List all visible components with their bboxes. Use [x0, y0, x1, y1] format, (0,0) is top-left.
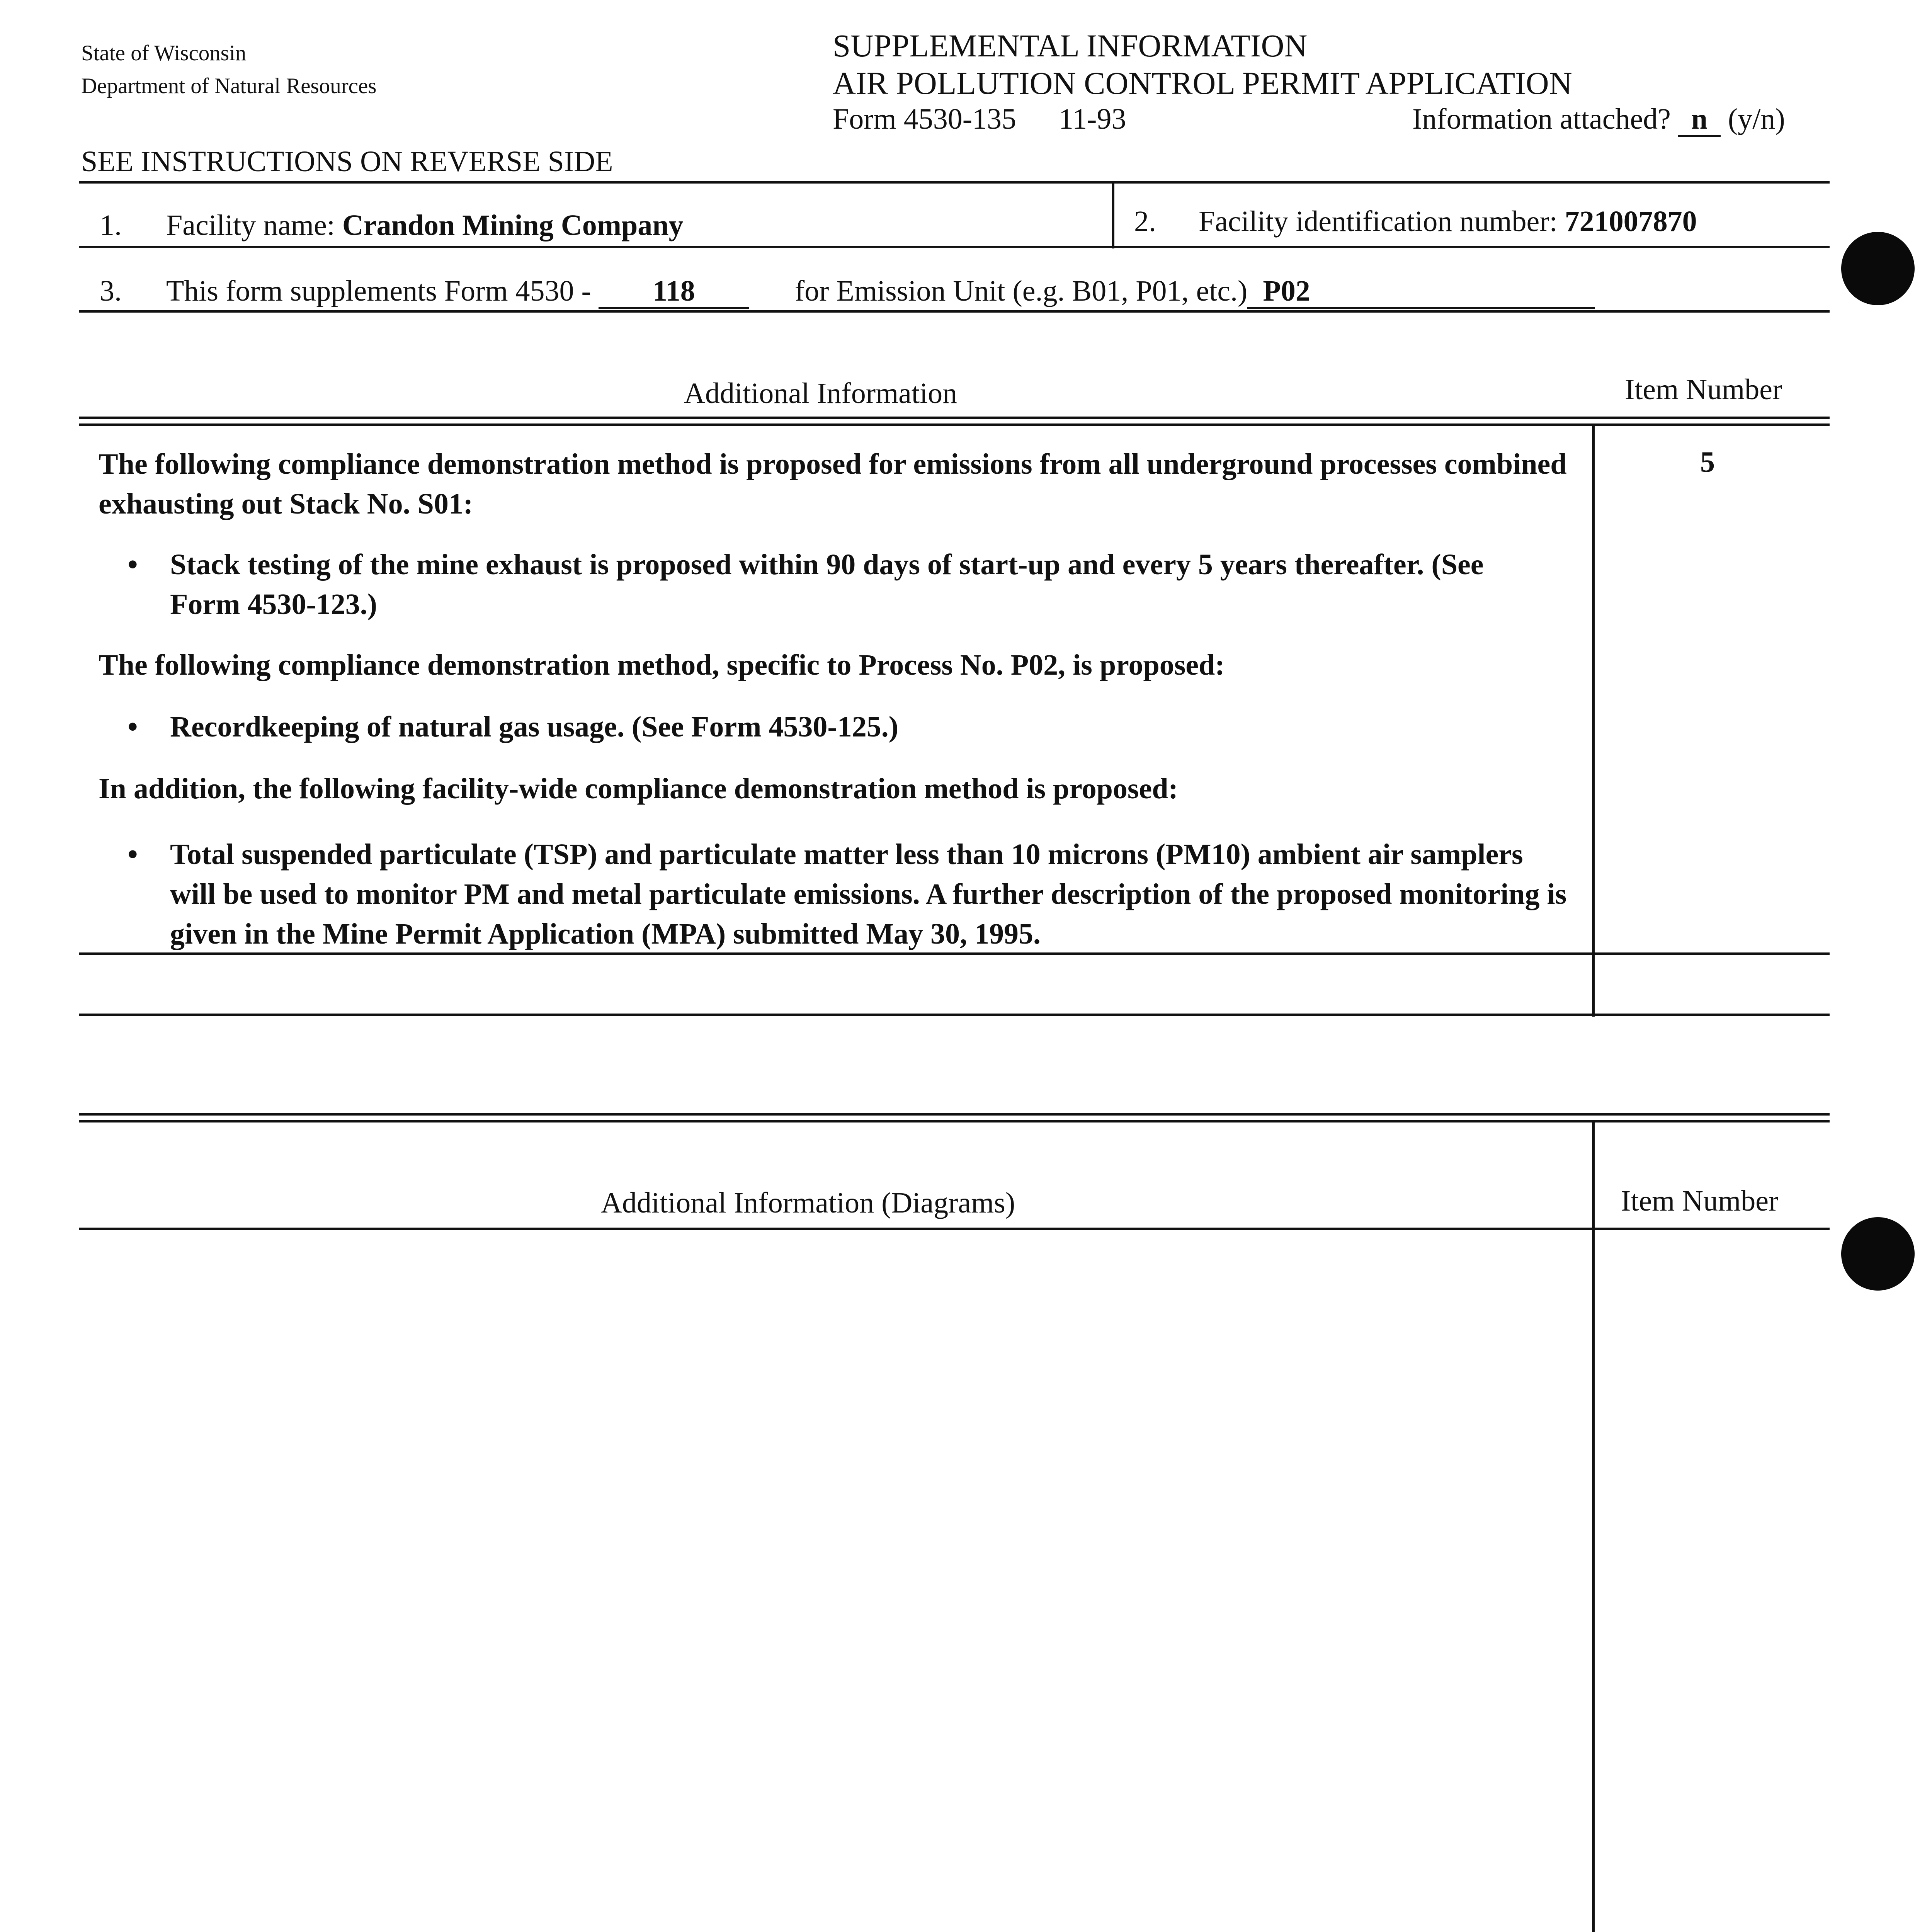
info-header-rule-2: [79, 423, 1830, 426]
facility-id-value[interactable]: 721007870: [1565, 205, 1697, 238]
diagrams-item-number-header: Item Number: [1621, 1185, 1779, 1217]
instructions-note: SEE INSTRUCTIONS ON REVERSE SIDE: [81, 145, 613, 178]
supplements-label: This form supplements Form 4530 -: [166, 275, 591, 307]
facility-name-field: 1. Facility name: Crandon Mining Company: [100, 209, 684, 242]
emission-unit-value[interactable]: P02: [1247, 275, 1595, 309]
item-column-divider: [1592, 423, 1595, 1017]
field-bottom-rule: [79, 310, 1830, 313]
bullet-3-dot: •: [128, 838, 138, 871]
form-title-line1: SUPPLEMENTAL INFORMATION: [833, 28, 1308, 63]
punch-hole-middle: [1841, 1217, 1915, 1291]
info-attached-suffix: (y/n): [1728, 103, 1785, 135]
diagrams-header: Additional Information (Diagrams): [601, 1187, 1015, 1219]
form-title-block: [833, 27, 1572, 102]
item-number-header: Item Number: [1625, 373, 1782, 406]
paragraph-3: In addition, the following facility-wide compliance demonstration method is proposed:: [99, 772, 1178, 805]
bullet-2-dot: •: [128, 711, 138, 743]
paragraph-1: The following compliance demonstration method is proposed for emissions from all underground processes combined exhausting out Stack No. S01:: [99, 448, 1567, 520]
diagram-top-rule-1: [79, 1113, 1830, 1116]
facility-id-label: Facility identification number:: [1199, 205, 1558, 238]
state-name: State of Wisconsin: [81, 41, 247, 65]
department-name: Department of Natural Resources: [81, 74, 377, 98]
info-attached: [1412, 102, 1785, 137]
diagram-top-rule-2: [79, 1120, 1830, 1122]
diagram-column-divider: [1592, 1122, 1595, 1932]
diagram-area: [79, 1230, 1592, 1932]
bullet-1: Stack testing of the mine exhaust is proposed within 90 days of start-up and every 5 years thereafter. (See Form 4530-123.): [170, 548, 1484, 621]
item-number-value: 5: [1700, 446, 1715, 478]
info-row-rule: [79, 952, 1830, 955]
form-number: Form 4530-135 11-93: [833, 103, 1126, 135]
facility-name-label: Facility name:: [166, 209, 335, 242]
facility-id-field: 2. Facility identification number: 721007870: [1134, 205, 1697, 238]
form-title-line2: AIR POLLUTION CONTROL PERMIT APPLICATION: [833, 65, 1572, 101]
paragraph-2: The following compliance demonstration method, specific to Process No. P02, is proposed:: [99, 649, 1225, 681]
info-attached-label: Information attached?: [1412, 103, 1671, 135]
punch-hole-top: [1841, 232, 1915, 305]
field-mid-rule: [79, 246, 1830, 248]
info-bottom-rule: [79, 1014, 1830, 1016]
supplements-value[interactable]: 118: [599, 275, 749, 309]
info-attached-value[interactable]: n: [1678, 103, 1721, 137]
emission-unit-label: for Emission Unit (e.g. B01, P01, etc.): [794, 275, 1248, 307]
bullet-1-dot: •: [128, 548, 138, 581]
agency-block: [81, 37, 376, 102]
bullet-3: Total suspended particulate (TSP) and particulate matter less than 10 microns (PM10) ambient air samplers will be used to monitor PM and metal particulate emissions. A further description of the proposed monitoring is given in the Mine Permit Application (MPA) submitted May 30, 1995.: [170, 838, 1567, 950]
additional-info-header: Additional Information: [684, 377, 957, 410]
facility-name-value[interactable]: Crandon Mining Company: [342, 209, 684, 242]
bullet-2: Recordkeeping of natural gas usage. (See Form 4530-125.): [170, 711, 899, 743]
form-date: 11-93: [1059, 103, 1126, 135]
field-divider: [1112, 181, 1114, 248]
supplements-field: 3. This form supplements Form 4530 - 118 for Emission Unit (e.g. B01, P01, etc.) P02: [100, 274, 1595, 309]
info-header-rule-1: [79, 417, 1830, 419]
field-top-rule: [79, 181, 1830, 184]
